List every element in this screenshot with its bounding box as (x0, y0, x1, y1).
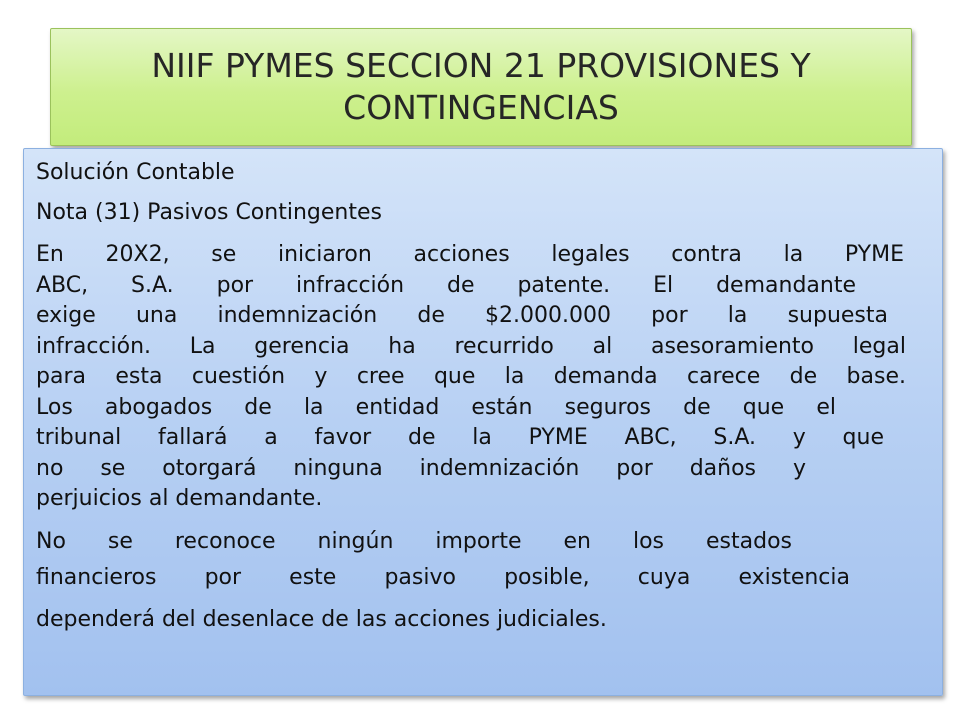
paragraph-1-line: perjuicios al demandante. (36, 486, 323, 511)
paragraph-1-line: tribunal fallará a favor de la PYME ABC, S.A. y que (36, 425, 884, 450)
paragraph-1-line: Los abogados de la entidad están seguros de que el (36, 394, 836, 420)
paragraph-2-line: financieros por este pasivo posible, cuya existencia (36, 564, 850, 590)
paragraph-1-line: infracción. La gerencia ha recurrido al asesoramiento legal (36, 333, 906, 359)
paragraph-1-line: ABC, S.A. por infracción de patente. El demandante (36, 272, 856, 298)
paragraph-2 (36, 525, 908, 643)
slide-content (36, 156, 908, 643)
heading-solucion-contable: Solución Contable (36, 160, 235, 185)
slide-title: NIIF PYMES SECCION 21 PROVISIONES Y CONTINGENCIAS (151, 46, 811, 127)
heading-nota-31: Nota (31) Pasivos Contingentes (36, 200, 382, 225)
title-box (50, 28, 912, 146)
paragraph-1-line: En 20X2, se iniciaron acciones legales contra la PYME (36, 242, 904, 267)
paragraph-1-line: para esta cuestión y cree que la demanda carece de base. (36, 364, 906, 389)
paragraph-1-line: no se otorgará ninguna indemnización por daños y (36, 455, 806, 481)
paragraph-1 (36, 240, 908, 515)
paragraph-2-line: dependerá del desenlace de las acciones judiciales. (36, 606, 607, 632)
paragraph-2-line: No se reconoce ningún importe en los estados (36, 528, 792, 554)
paragraph-1-line: exige una indemnización de $2.000.000 por la supuesta (36, 303, 888, 328)
